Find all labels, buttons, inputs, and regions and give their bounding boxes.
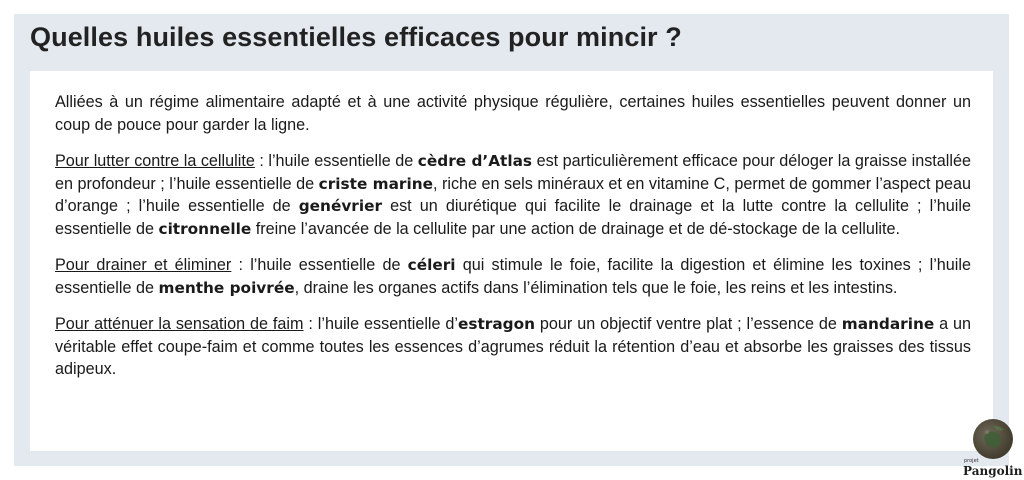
logo-name: Pangolin — [963, 464, 1023, 478]
text-segment: , riche en sels minéraux et en vitamine C, permet de gommer l’aspect peau d’orange ; l’huile essentielle de — [55, 174, 972, 215]
text-segment: qui stimule le foie, facilite la digestion et élimine les toxines ; l’huile essentielle de — [55, 256, 971, 297]
section-heading-cellulite: Pour lutter contre la cellulite — [55, 152, 255, 170]
text-segment: , draine les organes actifs dans l’élimination tels que le foie, les reins et les intestins. — [294, 278, 898, 297]
oil-name-celeri: céleri — [407, 256, 456, 274]
text-segment: freine l’avancée de la cellulite par une action de drainage et de dé-stockage de la cellulite. — [251, 219, 901, 238]
text-segment: : l’huile essentielle d’ — [303, 315, 459, 333]
oil-name-estragon: estragon — [458, 315, 536, 333]
section-heading-drainer: Pour drainer et éliminer — [55, 256, 232, 274]
article-body — [55, 91, 971, 395]
oil-name-genevrier: genévrier — [298, 197, 383, 215]
text-segment: pour un objectif ventre plat ; l’essence de — [535, 315, 842, 333]
text-segment: : l’huile essentielle de — [231, 256, 408, 274]
text-segment: a un véritable effet coupe-faim et comme toutes les essences d’agrumes réduit la rétention d’eau et absorbe les graisses des tissus adipeux. — [55, 315, 972, 378]
section-heading-faim: Pour atténuer la sensation de faim — [55, 315, 304, 333]
text-segment: : l’huile essentielle de — [254, 152, 418, 170]
page-title: Quelles huiles essentielles efficaces pour mincir ? — [30, 22, 682, 52]
oil-name-menthe: menthe poivrée — [158, 278, 295, 297]
oil-name-citronnelle: citronnelle — [158, 219, 252, 238]
intro-paragraph: Alliées à un régime alimentaire adapté et à une activité physique régulière, certaines huiles essentielles peuvent donner un coup de pouce pour garder la ligne. — [55, 93, 971, 134]
drainer-paragraph — [55, 254, 971, 299]
faim-paragraph — [55, 313, 971, 381]
oil-name-cedre: cèdre d’Atlas — [417, 152, 533, 170]
globe-icon — [973, 419, 1013, 459]
logo-pretext: projet — [964, 458, 979, 464]
oil-name-mandarine: mandarine — [841, 315, 935, 333]
text-segment: est un diurétique qui facilite le drainage et la lutte contre la cellulite ; l’huile essentielle de — [55, 197, 971, 238]
cellulite-paragraph — [55, 150, 971, 240]
text-segment: est particulièrement efficace pour déloger la graisse installée en profondeur ; l’huile essentielle de — [55, 152, 972, 193]
content-card — [30, 71, 993, 451]
pangolin-logo — [961, 418, 1024, 478]
oil-name-criste: criste marine — [318, 174, 433, 193]
